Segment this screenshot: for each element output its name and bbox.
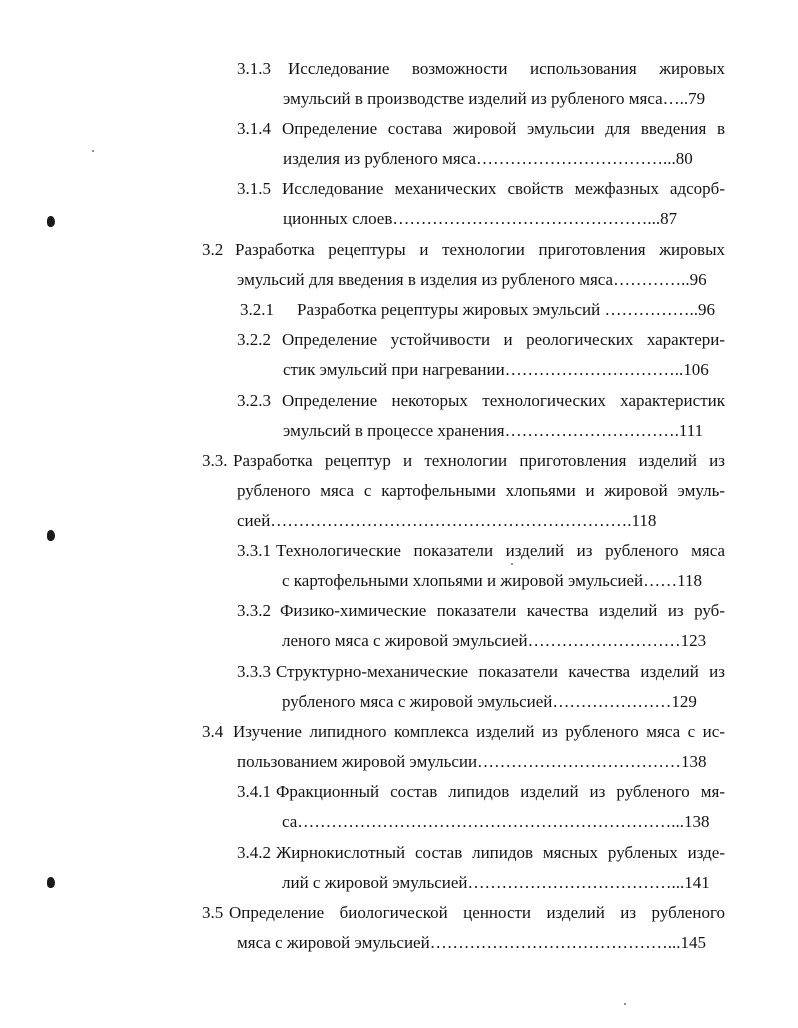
toc-entry-number: 3.3. <box>202 451 228 470</box>
toc-entry-number: 3.2.2 <box>237 330 271 349</box>
toc-entry-text: Разработка рецептур и технологии приготовления изделий из <box>233 451 725 470</box>
toc-entry-text: Определение состава жировой эмульсии для введения в <box>282 119 725 138</box>
toc-entry-number: 3.4.1 <box>237 782 271 801</box>
scan-speck <box>511 563 513 565</box>
toc-entry-number: 3.2 <box>202 240 224 259</box>
toc-entry-number: 3.2.3 <box>237 391 271 410</box>
scan-punch-mark <box>47 877 55 888</box>
toc-entry-continuation: сией……………………………………………………….118 <box>237 511 657 530</box>
toc-entry-continuation: рубленого мяса с картофельными хлопьями и жировой эмуль- <box>237 481 725 500</box>
toc-entry-number: 3.1.3 <box>237 59 271 78</box>
toc-entry-continuation: изделия из рубленого мяса……………………………...80 <box>283 149 693 168</box>
scan-speck <box>624 1003 626 1005</box>
scan-punch-mark <box>47 216 55 227</box>
toc-entry-number: 3.4.2 <box>237 843 271 862</box>
toc-entry-number: 3.3.1 <box>237 541 271 560</box>
toc-entry-number: 3.3.2 <box>237 601 271 620</box>
toc-entry-continuation: рубленого мяса с жировой эмульсией…………………129 <box>282 692 697 711</box>
toc-entry-text: Технологические показатели изделий из рубленого мяса <box>276 541 725 560</box>
toc-entry-text: Разработка рецептуры и технологии приготовления жировых <box>235 240 725 259</box>
toc-entry-number: 3.1.4 <box>237 119 271 138</box>
toc-entry-text: Структурно-механические показатели качества изделий из <box>276 662 725 681</box>
toc-entry-continuation: са…………………………………………………………...138 <box>282 812 710 831</box>
toc-entry-text: Разработка рецептуры жировых эмульсий ……………..96 <box>297 300 716 319</box>
toc-entry-text: Исследование механических свойств межфазных адсорб- <box>282 179 725 198</box>
toc-entry-text: Физико-химические показатели качества изделий из руб- <box>280 601 725 620</box>
toc-entry-text: Определение биологической ценности изделий из рубленого <box>229 903 725 922</box>
toc-entry-number: 3.2.1 <box>240 300 274 319</box>
toc-entry-continuation: с картофельными хлопьями и жировой эмульсией……118 <box>282 571 703 590</box>
toc-entry-continuation: эмульсий для введения в изделия из рубленого мяса…………..96 <box>237 270 707 289</box>
scan-speck <box>92 150 94 152</box>
toc-entry-continuation: мяса с жировой эмульсией……………………………………...145 <box>237 933 706 952</box>
toc-entry-continuation: лий с жировой эмульсией………………………………...141 <box>282 873 710 892</box>
toc-entry-number: 3.5 <box>202 903 224 922</box>
toc-entry-text: Изучение липидного комплекса изделий из рубленого мяса с ис- <box>233 722 725 741</box>
toc-entry-continuation: ционных слоев………………………………………...87 <box>283 209 678 228</box>
toc-entry-number: 3.1.5 <box>237 179 271 198</box>
toc-entry-continuation: эмульсий в процессе хранения………………………….111 <box>283 421 704 440</box>
scan-punch-mark <box>47 530 55 541</box>
toc-entry-text: Исследование возможности использования жировых <box>288 59 725 78</box>
toc-entry-text: Определение устойчивости и реологических характери- <box>282 330 725 349</box>
toc-entry-continuation: эмульсий в производстве изделий из рубленого мяса…..79 <box>283 89 706 108</box>
toc-entry-text: Фракционный состав липидов изделий из рубленого мя- <box>276 782 725 801</box>
toc-entry-number: 3.4 <box>202 722 224 741</box>
toc-entry-continuation: стик эмульсий при нагревании…………………………..106 <box>283 360 709 379</box>
toc-entry-text: Определение некоторых технологических характеристик <box>282 391 725 410</box>
toc-entry-continuation: пользованием жировой эмульсии………………………………138 <box>237 752 707 771</box>
toc-entry-continuation: леного мяса с жировой эмульсией………………………123 <box>282 631 707 650</box>
toc-entry-number: 3.3.3 <box>237 662 271 681</box>
toc-entry-text: Жирнокислотный состав липидов мясных рубленых изде- <box>276 843 725 862</box>
